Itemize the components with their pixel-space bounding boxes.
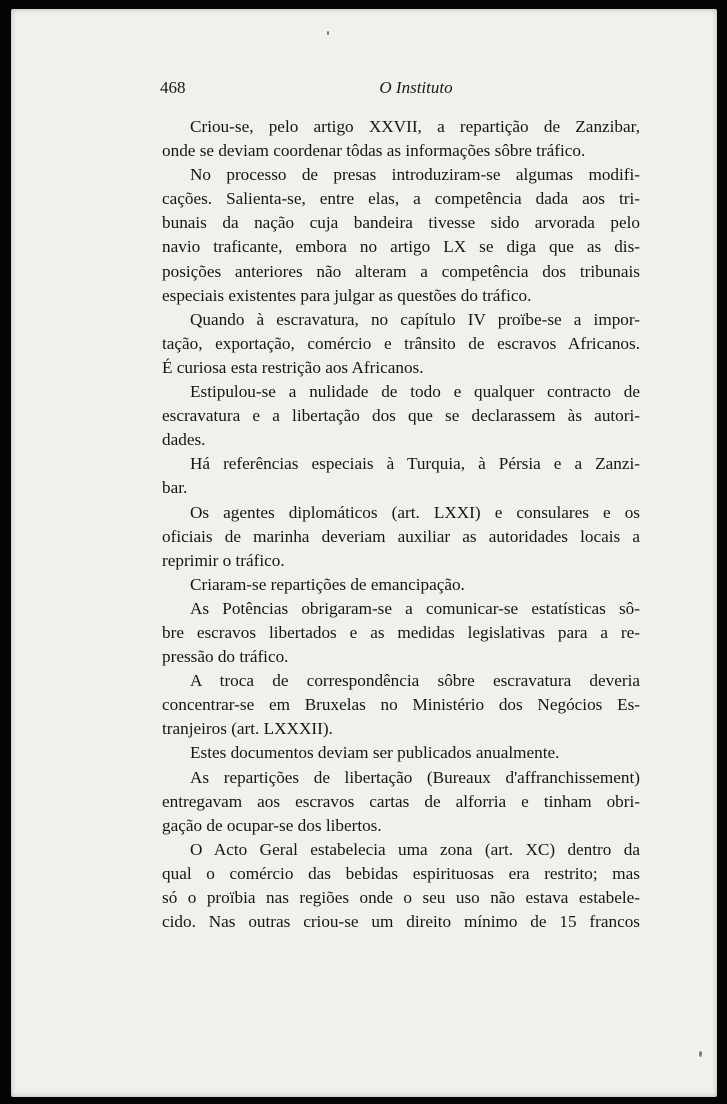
text-line: especiais existentes para julgar as questões do tráfico. — [162, 285, 532, 305]
paragraph — [162, 115, 640, 163]
paragraph — [162, 501, 640, 573]
text-line: onde se deviam coordenar tôdas as informações sôbre tráfico. — [162, 141, 586, 161]
text-line: cações. Salienta-se, entre elas, a competência dada aos tri- — [162, 189, 640, 209]
text-line: reprimir o tráfico. — [162, 550, 285, 570]
text-line: concentrar-se em Bruxelas no Ministério dos Negócios Es- — [162, 695, 640, 715]
book-page — [11, 9, 717, 1097]
text-line: No processo de presas introduziram-se algumas modifi- — [190, 165, 640, 185]
text-line: navio traficante, embora no artigo LX se diga que as dis- — [162, 237, 640, 257]
text-line: dades. — [162, 430, 206, 450]
paragraph — [162, 380, 640, 452]
text-line: tranjeiros (art. LXXXII). — [162, 719, 333, 739]
text-line: gação de ocupar-se dos libertos. — [162, 815, 382, 835]
text-line: As repartições de libertação (Bureaux d'affranchissement) — [190, 767, 640, 787]
text-line: As Potências obrigaram-se a comunicar-se estatísticas sô- — [190, 598, 640, 618]
text-line: Quando à escravatura, no capítulo IV proïbe-se a impor- — [190, 309, 640, 329]
running-head — [160, 78, 652, 102]
text-line: Estes documentos deviam ser publicados anualmente. — [190, 743, 560, 763]
text-line: É curiosa esta restrição aos Africanos. — [162, 357, 424, 377]
text-line: Criaram-se repartições de emancipação. — [190, 574, 465, 594]
body-text — [162, 115, 640, 934]
text-line: escravatura e a libertação dos que se declarassem às autori- — [162, 406, 640, 426]
paragraph — [162, 452, 640, 500]
text-line: oficiais de marinha deveriam auxiliar as autoridades locais a — [162, 526, 640, 546]
paragraph — [162, 573, 640, 597]
text-line: bre escravos libertados e as medidas legislativas para a re- — [162, 622, 640, 642]
paragraph — [162, 163, 640, 308]
text-line: cido. Nas outras criou-se um direito mínimo de 15 francos — [162, 912, 640, 932]
text-line: entregavam aos escravos cartas de alforria e tinham obri- — [162, 791, 640, 811]
text-line: posições anteriores não alteram a competência dos tribunais — [162, 261, 640, 281]
paragraph — [162, 308, 640, 380]
text-line: Estipulou-se a nulidade de todo e qualquer contracto de — [190, 382, 640, 402]
text-line: tação, exportação, comércio e trânsito de escravos Africanos. — [162, 333, 640, 353]
paper-speck — [327, 31, 329, 35]
text-line: Há referências especiais à Turquia, à Pérsia e a Zanzi- — [190, 454, 640, 474]
paragraph — [162, 838, 640, 934]
paragraph — [162, 741, 640, 765]
text-line: bunais da nação cuja bandeira tivesse sido arvorada pelo — [162, 213, 640, 233]
text-line: qual o comércio das bebidas espirituosas era restrito; mas — [162, 863, 640, 883]
text-line: A troca de correspondência sôbre escravatura deveria — [190, 671, 640, 691]
text-line: Criou-se, pelo artigo XXVII, a repartição de Zanzibar, — [190, 117, 640, 136]
paragraph — [162, 766, 640, 838]
text-line: O Acto Geral estabelecia uma zona (art. XC) dentro da — [190, 839, 640, 859]
text-line: Os agentes diplomáticos (art. LXXI) e consulares e os — [190, 502, 640, 522]
page-number: 468 — [160, 78, 186, 97]
journal-title: O Instituto — [379, 78, 453, 97]
text-line: bar. — [162, 478, 188, 498]
text-line: só o proïbia nas regiões onde o seu uso não estava estabele- — [162, 888, 640, 907]
paper-speck — [699, 1051, 702, 1057]
paragraph — [162, 669, 640, 741]
text-line: pressão do tráfico. — [162, 647, 289, 667]
paragraph — [162, 597, 640, 669]
